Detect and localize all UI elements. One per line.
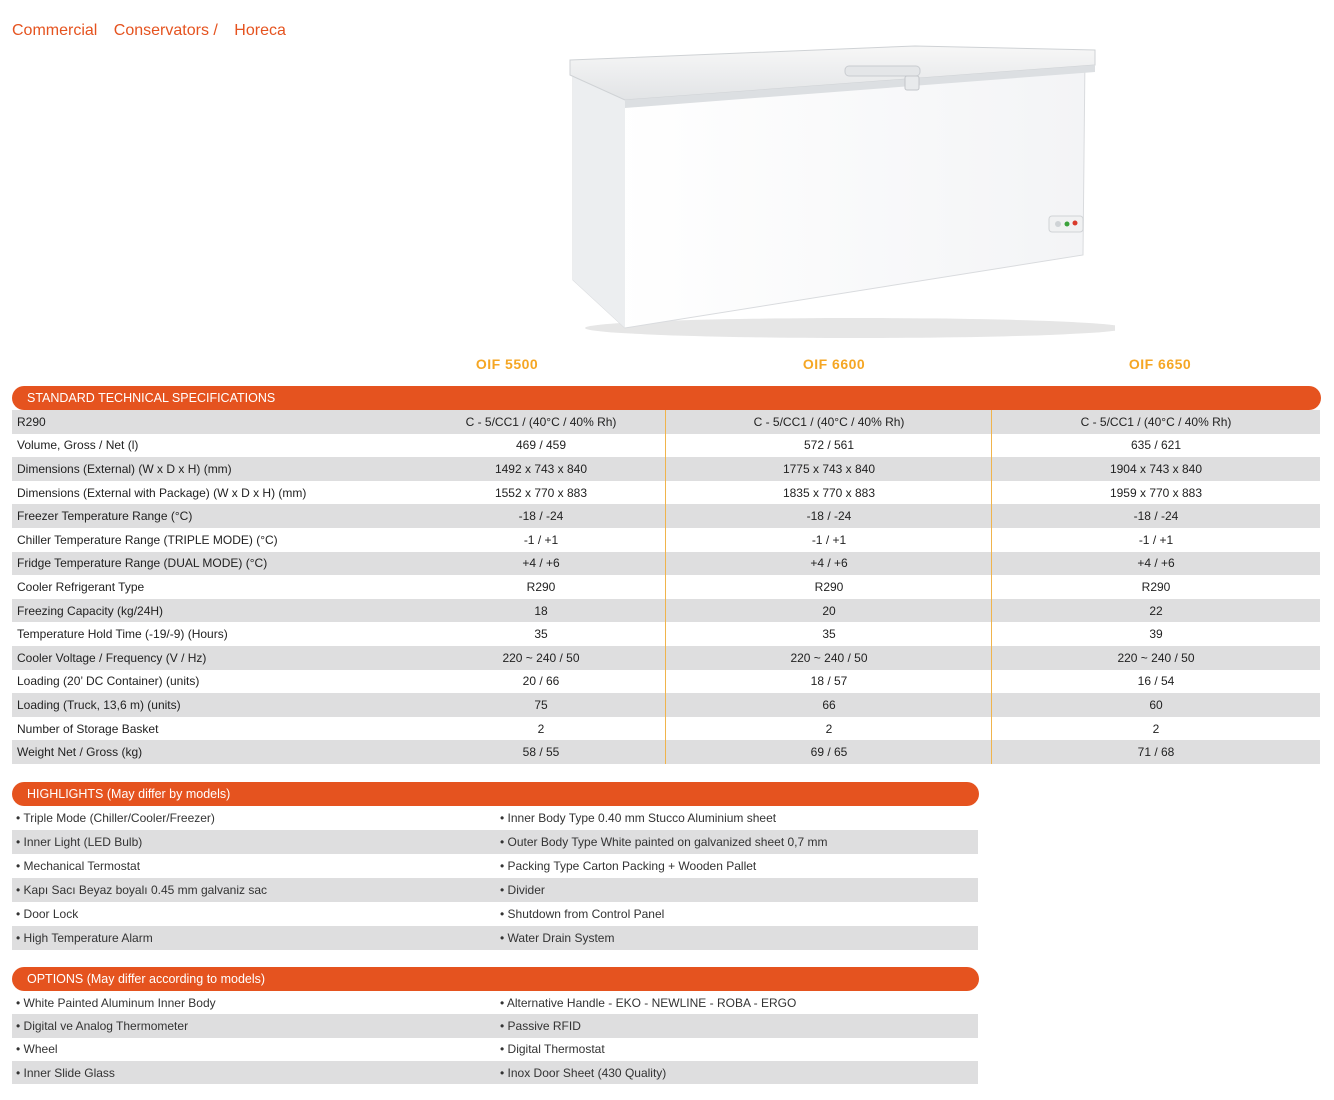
list-item-text: • White Painted Aluminum Inner Body xyxy=(16,995,216,1010)
list-item-text: • Inner Body Type 0.40 mm Stucco Aluminium sheet xyxy=(500,811,777,825)
spec-label: Dimensions (External with Package) (W x D x H) (mm) xyxy=(17,485,307,500)
model-name: OIF 5500 xyxy=(475,356,539,372)
spec-value: 16 / 54 xyxy=(1137,674,1175,689)
spec-value: 1904 x 743 x 840 xyxy=(1109,461,1203,476)
spec-row xyxy=(12,717,1320,741)
spec-value: C - 5/CC1 / (40°C / 40% Rh) xyxy=(465,414,617,429)
spec-value: +4 / +6 xyxy=(810,556,848,571)
spec-value: R290 xyxy=(814,579,844,594)
specs-header: STANDARD TECHNICAL SPECIFICATIONS xyxy=(12,386,1321,410)
spec-value: 635 / 621 xyxy=(1130,438,1182,453)
chest-freezer-image xyxy=(555,40,1115,340)
list-item-text: • Digital ve Analog Thermometer xyxy=(16,1018,189,1033)
list-item-text: • Divider xyxy=(500,883,545,897)
spec-label: R290 xyxy=(17,414,46,429)
spec-label: Volume, Gross / Net (l) xyxy=(17,438,139,453)
spec-label: Freezer Temperature Range (°C) xyxy=(17,509,193,524)
list-item xyxy=(12,1061,978,1084)
spec-value: 1492 x 743 x 840 xyxy=(494,461,588,476)
spec-value: -18 / -24 xyxy=(1133,509,1179,524)
list-item-text: • Inner Light (LED Bulb) xyxy=(16,835,143,849)
options-header: OPTIONS (May differ according to models) xyxy=(12,967,979,991)
list-item xyxy=(12,878,978,902)
spec-value: 220 ~ 240 / 50 xyxy=(502,650,580,665)
list-item-text: • Triple Mode (Chiller/Cooler/Freezer) xyxy=(16,811,215,825)
list-item-text: • Packing Type Carton Packing + Wooden Pallet xyxy=(500,859,757,873)
spec-value: 39 xyxy=(1149,627,1163,642)
spec-value: 220 ~ 240 / 50 xyxy=(1117,650,1195,665)
breadcrumb-item-horeca[interactable]: Horeca xyxy=(234,22,286,39)
spec-value: 69 / 65 xyxy=(810,745,848,760)
spec-value: 60 xyxy=(1149,697,1163,712)
list-item-text: • High Temperature Alarm xyxy=(16,931,153,945)
spec-value: -1 / +1 xyxy=(1138,532,1174,547)
spec-row xyxy=(12,599,1320,623)
spec-row xyxy=(12,670,1320,694)
spec-row xyxy=(12,646,1320,670)
spec-row xyxy=(12,434,1320,458)
list-item xyxy=(12,806,978,830)
highlights-header: HIGHLIGHTS (May differ by models) xyxy=(12,782,979,806)
model-name: OIF 6650 xyxy=(1128,356,1192,372)
spec-value: +4 / +6 xyxy=(522,556,560,571)
spec-value: 18 / 57 xyxy=(810,674,848,689)
spec-label: Number of Storage Basket xyxy=(17,721,159,736)
model-name: OIF 6600 xyxy=(802,356,866,372)
spec-label: Temperature Hold Time (-19/-9) (Hours) xyxy=(17,627,228,642)
spec-label: Chiller Temperature Range (TRIPLE MODE) (°C) xyxy=(17,532,278,547)
spec-label: Dimensions (External) (W x D x H) (mm) xyxy=(17,461,232,476)
list-item xyxy=(12,991,978,1014)
spec-value: C - 5/CC1 / (40°C / 40% Rh) xyxy=(753,414,905,429)
spec-value: 20 / 66 xyxy=(522,674,560,689)
list-item xyxy=(12,1038,978,1061)
column-divider xyxy=(991,410,992,764)
highlights-list xyxy=(12,806,978,950)
list-item-text: • Shutdown from Control Panel xyxy=(500,907,665,921)
spec-value: 1775 x 743 x 840 xyxy=(782,461,876,476)
model-names xyxy=(0,356,1334,378)
list-item-text: • Digital Thermostat xyxy=(500,1042,605,1057)
spec-label: Weight Net / Gross (kg) xyxy=(17,745,143,760)
spec-value: 572 / 561 xyxy=(803,438,855,453)
spec-row xyxy=(12,552,1320,576)
list-item-text: • Inox Door Sheet (430 Quality) xyxy=(500,1065,667,1080)
spec-value: +4 / +6 xyxy=(1137,556,1175,571)
list-item-text: • Door Lock xyxy=(16,907,79,921)
breadcrumb-item-conservators[interactable]: Conservators / xyxy=(113,22,218,39)
spec-value: 58 / 55 xyxy=(522,745,560,760)
spec-value: 469 / 459 xyxy=(515,438,567,453)
spec-value: 2 xyxy=(1152,721,1160,736)
spec-value: -18 / -24 xyxy=(806,509,852,524)
spec-value: R290 xyxy=(526,579,556,594)
spec-value: 35 xyxy=(822,627,836,642)
list-item-text: • Alternative Handle - EKO - NEWLINE - ROBA - ERGO xyxy=(500,995,797,1010)
spec-row xyxy=(12,410,1320,434)
breadcrumb xyxy=(12,22,298,40)
spec-label: Cooler Voltage / Frequency (V / Hz) xyxy=(17,650,207,665)
spec-value: 1959 x 770 x 883 xyxy=(1109,485,1203,500)
spec-label: Cooler Refrigerant Type xyxy=(17,579,145,594)
list-item xyxy=(12,830,978,854)
spec-label: Freezing Capacity (kg/24H) xyxy=(17,603,164,618)
spec-value: 35 xyxy=(534,627,548,642)
spec-row xyxy=(12,740,1320,764)
spec-row xyxy=(12,575,1320,599)
spec-value: 1552 x 770 x 883 xyxy=(494,485,588,500)
column-divider xyxy=(665,410,666,764)
list-item-text: • Water Drain System xyxy=(500,931,615,945)
spec-value: 71 / 68 xyxy=(1137,745,1175,760)
list-item-text: • Outer Body Type White painted on galvanized sheet 0,7 mm xyxy=(500,835,828,849)
spec-table xyxy=(12,410,1320,764)
spec-value: 2 xyxy=(825,721,833,736)
list-item xyxy=(12,902,978,926)
list-item-text: • Inner Slide Glass xyxy=(16,1065,115,1080)
breadcrumb-item-commercial[interactable]: Commercial xyxy=(12,22,98,39)
list-item-text: • Mechanical Termostat xyxy=(16,859,141,873)
spec-row xyxy=(12,528,1320,552)
spec-row xyxy=(12,481,1320,505)
spec-value: C - 5/CC1 / (40°C / 40% Rh) xyxy=(1080,414,1232,429)
spec-row xyxy=(12,693,1320,717)
list-item xyxy=(12,1014,978,1037)
spec-value: 22 xyxy=(1149,603,1163,618)
spec-value: 20 xyxy=(822,603,836,618)
spec-value: R290 xyxy=(1141,579,1171,594)
spec-value: -1 / +1 xyxy=(523,532,559,547)
spec-label: Loading (20’ DC Container) (units) xyxy=(17,674,200,689)
spec-value: 18 xyxy=(534,603,548,618)
list-item xyxy=(12,926,978,950)
spec-value: 75 xyxy=(534,697,548,712)
spec-value: 2 xyxy=(537,721,545,736)
spec-value: 66 xyxy=(822,697,836,712)
options-list xyxy=(12,991,978,1084)
list-item-text: • Passive RFID xyxy=(500,1018,581,1033)
list-item xyxy=(12,854,978,878)
spec-label: Fridge Temperature Range (DUAL MODE) (°C) xyxy=(17,556,268,571)
spec-value: 220 ~ 240 / 50 xyxy=(790,650,868,665)
list-item-text: • Kapı Sacı Beyaz boyalı 0.45 mm galvaniz sac xyxy=(16,883,267,897)
spec-label: Loading (Truck, 13,6 m) (units) xyxy=(17,697,181,712)
spec-row xyxy=(12,622,1320,646)
spec-value: -1 / +1 xyxy=(811,532,847,547)
spec-value: -18 / -24 xyxy=(518,509,564,524)
spec-row xyxy=(12,504,1320,528)
spec-value: 1835 x 770 x 883 xyxy=(782,485,876,500)
list-item-text: • Wheel xyxy=(16,1042,58,1057)
spec-row xyxy=(12,457,1320,481)
